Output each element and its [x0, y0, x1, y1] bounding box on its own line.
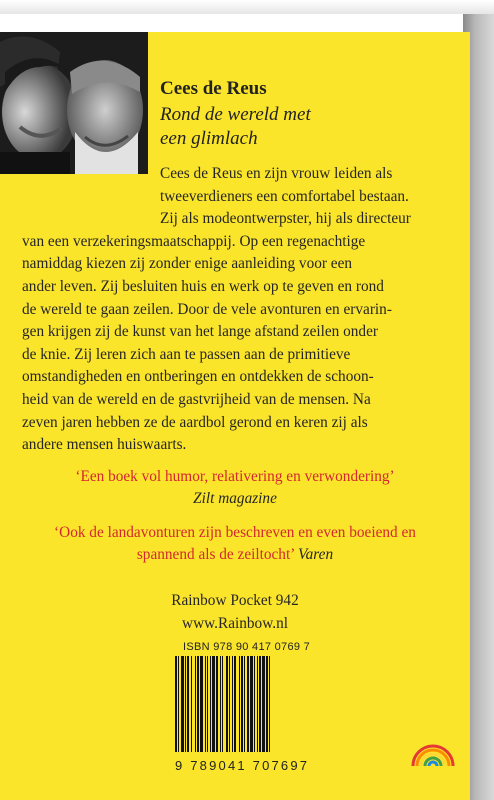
blurb-line: gen krijgen zij de kunst van het lange afstand zeilen onder [22, 323, 378, 341]
review-quote-1-source: Zilt magazine [193, 490, 277, 507]
barcode-digits: 9 789041 707697 [175, 758, 310, 773]
author-photo [0, 32, 148, 174]
page-edge-top [0, 0, 494, 14]
blurb-line: Zij als modeontwerpster, hij als directeur [160, 210, 411, 228]
barcode [173, 654, 304, 754]
review-quote-2-source: Varen [298, 546, 334, 563]
rainbow-logo-icon [409, 738, 457, 768]
review-quote-2-text-line-1: ‘Ook de landavonturen zijn beschreven en even boeiend en [54, 524, 416, 541]
blurb-line: heid van de wereld en de gastvrijheid van de mensen. Na [22, 390, 371, 408]
review-quote-1 [0, 466, 470, 510]
blurb-text [22, 163, 460, 457]
review-quote-1-text: ‘Een boek vol humor, relativering en verwondering’ [75, 468, 395, 485]
blurb-line: de wereld te gaan zeilen. Door de vele avonturen en ervarin- [22, 300, 392, 318]
review-quote-2 [0, 522, 470, 566]
author-name: Cees de Reus [160, 78, 267, 99]
book-title [160, 103, 440, 151]
blurb-line: van een verzekeringsmaatschappij. Op een regenachtige [22, 232, 366, 250]
blurb-line: namiddag kiezen zij zonder enige aanleiding voor een [22, 255, 353, 273]
isbn-label: ISBN 978 90 417 0769 7 [183, 641, 311, 653]
blurb-line: zeven jaren hebben ze de aardbol gerond en keren zij als [22, 413, 368, 431]
blurb-line: ander leven. Zij besluiten huis en werk op te geven en rond [22, 277, 384, 295]
blurb-line: tweeverdieners een comfortabel bestaan. [160, 187, 409, 205]
blurb-line: andere mensen huiswaarts. [22, 436, 187, 454]
blurb-line: de knie. Zij leren zich aan te passen aan de primitieve [22, 345, 351, 363]
blurb-line: omstandigheden en ontberingen en ontdekken de schoon- [22, 368, 374, 386]
book-title-line-2: een glimlach [160, 128, 258, 149]
review-quote-2-text-line-2: spannend als de zeiltocht’ [136, 546, 295, 563]
publisher-series: Rainbow Pocket 942 [171, 592, 299, 609]
blurb-line: Cees de Reus en zijn vrouw leiden als [160, 165, 393, 182]
book-title-line-1: Rond de wereld met [160, 104, 311, 125]
publisher-website: www.Rainbow.nl [182, 615, 288, 632]
